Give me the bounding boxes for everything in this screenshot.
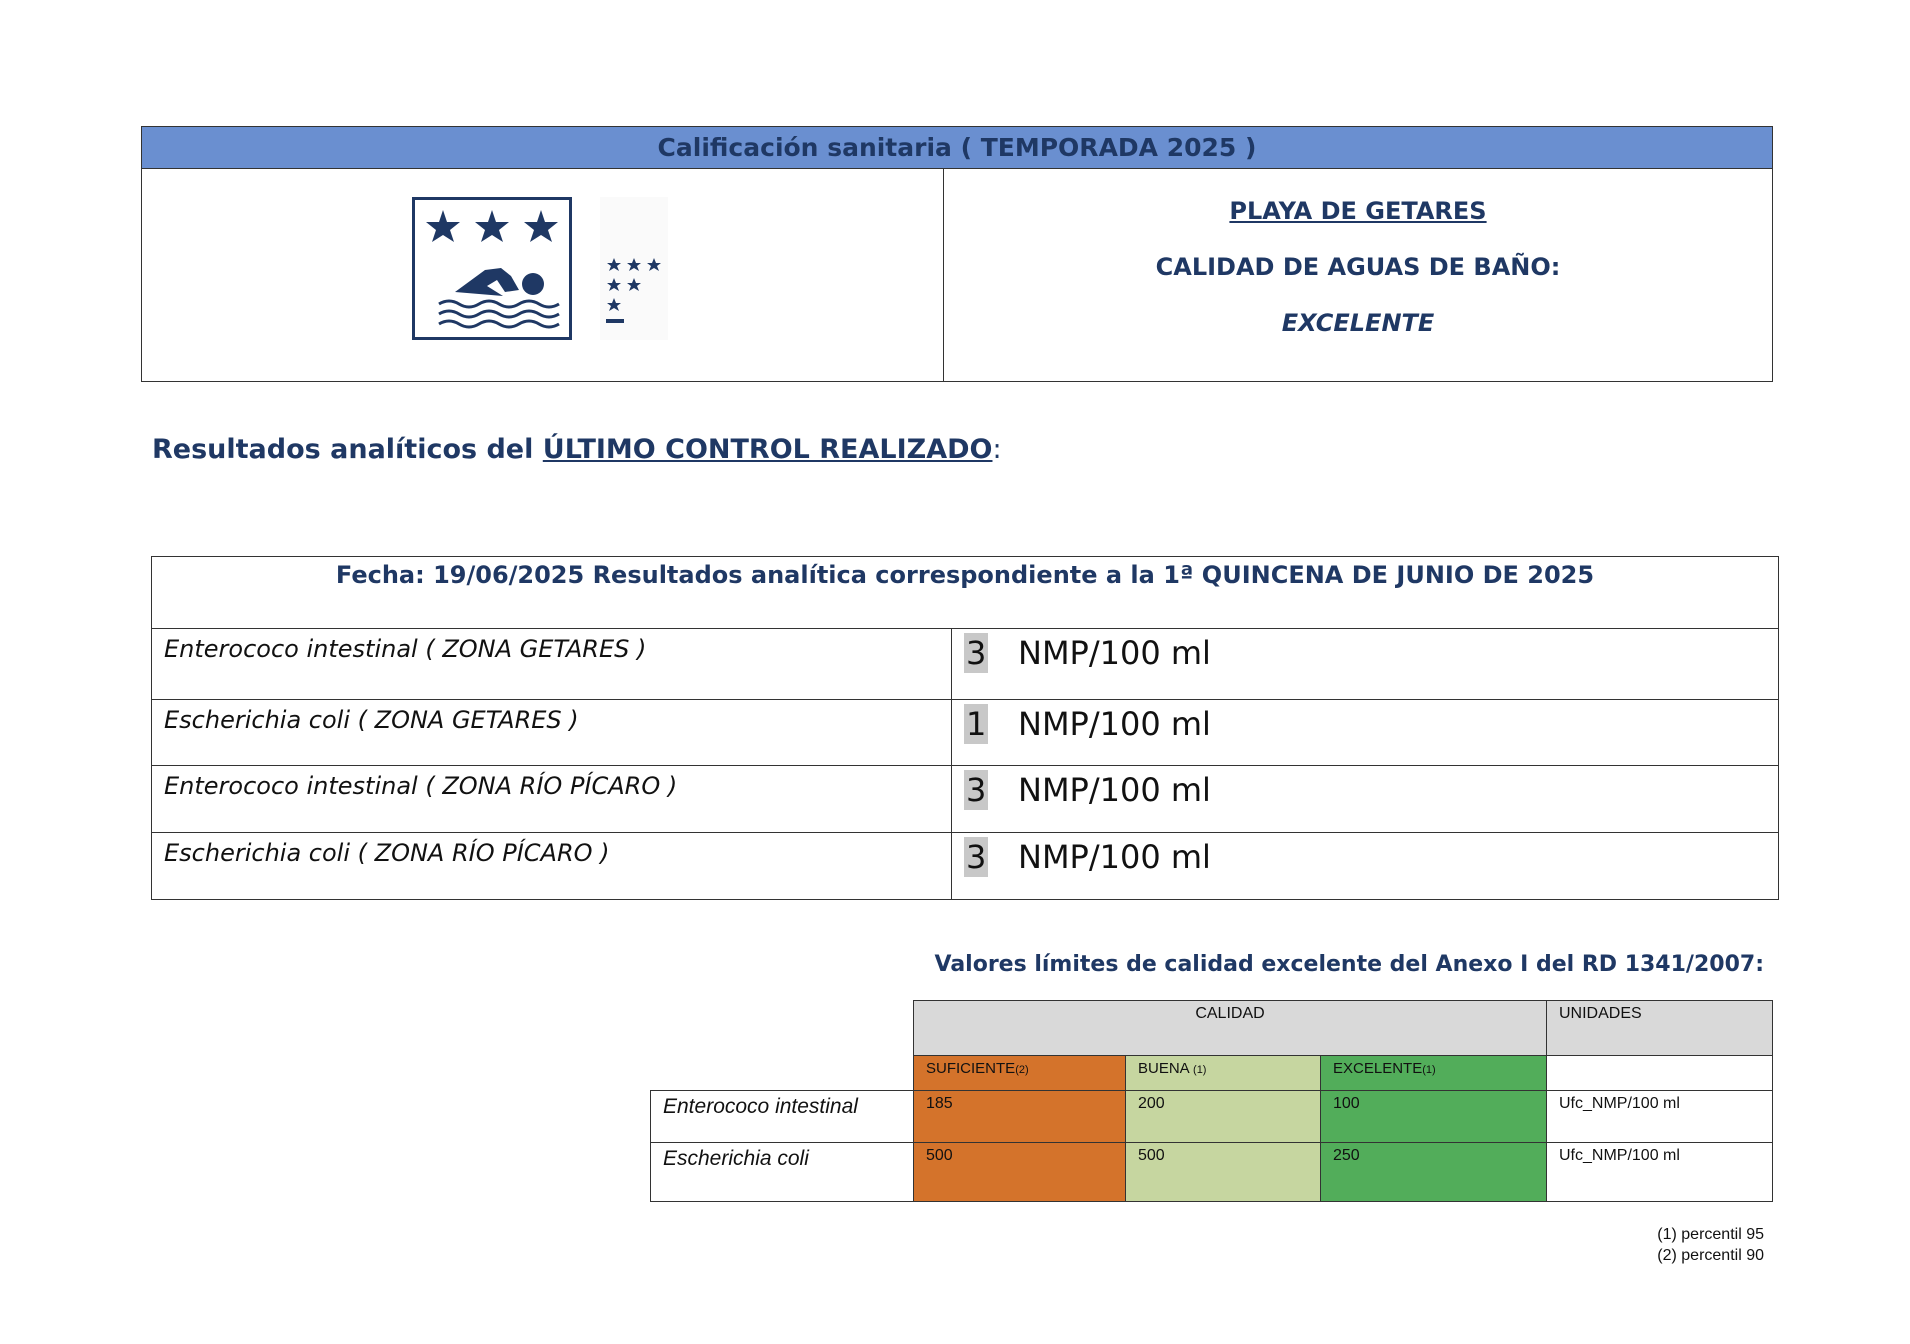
limit-row-name: Enterococo intestinal xyxy=(650,1090,914,1143)
col-suficiente xyxy=(913,1055,1126,1091)
heading-prefix: Resultados analíticos del xyxy=(152,434,543,465)
limit-unidades: Ufc_NMP/100 ml xyxy=(1546,1090,1773,1143)
header-unidades: UNIDADES xyxy=(1546,1000,1773,1056)
parameter-value: 3 xyxy=(966,771,987,809)
parameter-unit: NMP/100 ml xyxy=(1018,838,1211,876)
heading-emphasis: ÚLTIMO CONTROL REALIZADO xyxy=(542,434,993,465)
table-row xyxy=(152,833,1778,899)
parameter-unit: NMP/100 ml xyxy=(1018,705,1211,743)
col-suficiente-note: (2) xyxy=(1015,1064,1029,1076)
limit-excelente: 100 xyxy=(1320,1090,1547,1143)
header-calidad: CALIDAD xyxy=(913,1000,1547,1056)
col-buena-note: (1) xyxy=(1193,1064,1207,1076)
parameter-name: Enterococo intestinal ( ZONA RÍO PÍCARO ) xyxy=(152,766,952,832)
unidades-blank xyxy=(1546,1055,1773,1091)
parameter-value-cell xyxy=(952,629,1778,699)
parameter-value: 1 xyxy=(966,705,987,743)
col-excelente-label: EXCELENTE xyxy=(1333,1060,1423,1077)
col-buena-label: BUENA xyxy=(1138,1060,1189,1077)
beach-info-cell xyxy=(944,169,1772,381)
col-excelente xyxy=(1320,1055,1547,1091)
logo-cell xyxy=(142,169,944,381)
bathing-water-quality-icon xyxy=(412,197,572,340)
madrid-stars-flag-icon xyxy=(600,197,668,340)
col-excelente-note: (1) xyxy=(1422,1064,1436,1076)
limit-buena: 500 xyxy=(1125,1142,1321,1202)
results-title: Fecha: 19/06/2025 Resultados analítica correspondiente a la 1ª QUINCENA DE JUNIO DE 2025 xyxy=(152,557,1778,629)
limit-buena: 200 xyxy=(1125,1090,1321,1143)
results-heading xyxy=(152,434,1002,465)
table-row xyxy=(152,629,1778,700)
limit-excelente: 250 xyxy=(1320,1142,1547,1202)
limit-row-name: Escherichia coli xyxy=(650,1142,914,1202)
parameter-unit: NMP/100 ml xyxy=(1018,771,1211,809)
limit-suficiente: 500 xyxy=(913,1142,1126,1202)
limit-unidades: Ufc_NMP/100 ml xyxy=(1546,1142,1773,1202)
col-buena xyxy=(1125,1055,1321,1091)
limit-suficiente: 185 xyxy=(913,1090,1126,1143)
footnote-2: (2) percentil 90 xyxy=(1657,1247,1764,1264)
parameter-name: Escherichia coli ( ZONA RÍO PÍCARO ) xyxy=(152,833,952,899)
beach-name: PLAYA DE GETARES xyxy=(1229,197,1487,225)
parameter-value-cell xyxy=(952,700,1778,765)
results-table xyxy=(151,556,1779,900)
parameter-value-cell xyxy=(952,833,1778,899)
table-row xyxy=(152,700,1778,766)
parameter-value-cell xyxy=(952,766,1778,832)
heading-suffix: : xyxy=(992,434,1002,465)
col-suficiente-label: SUFICIENTE xyxy=(926,1060,1016,1077)
qualification-header: Calificación sanitaria ( TEMPORADA 2025 ) xyxy=(142,127,1772,169)
parameter-value: 3 xyxy=(966,838,987,876)
footnotes xyxy=(1657,1224,1764,1266)
qualification-table xyxy=(141,126,1773,382)
parameter-unit: NMP/100 ml xyxy=(1018,634,1211,672)
parameter-value: 3 xyxy=(966,634,987,672)
table-row xyxy=(152,766,1778,833)
quality-value: EXCELENTE xyxy=(1281,309,1435,337)
parameter-name: Escherichia coli ( ZONA GETARES ) xyxy=(152,700,952,765)
parameter-name: Enterococo intestinal ( ZONA GETARES ) xyxy=(152,629,952,699)
footnote-1: (1) percentil 95 xyxy=(1657,1226,1764,1243)
limits-title: Valores límites de calidad excelente del Anexo I del RD 1341/2007: xyxy=(934,952,1764,977)
quality-label: CALIDAD DE AGUAS DE BAÑO: xyxy=(1155,253,1561,281)
